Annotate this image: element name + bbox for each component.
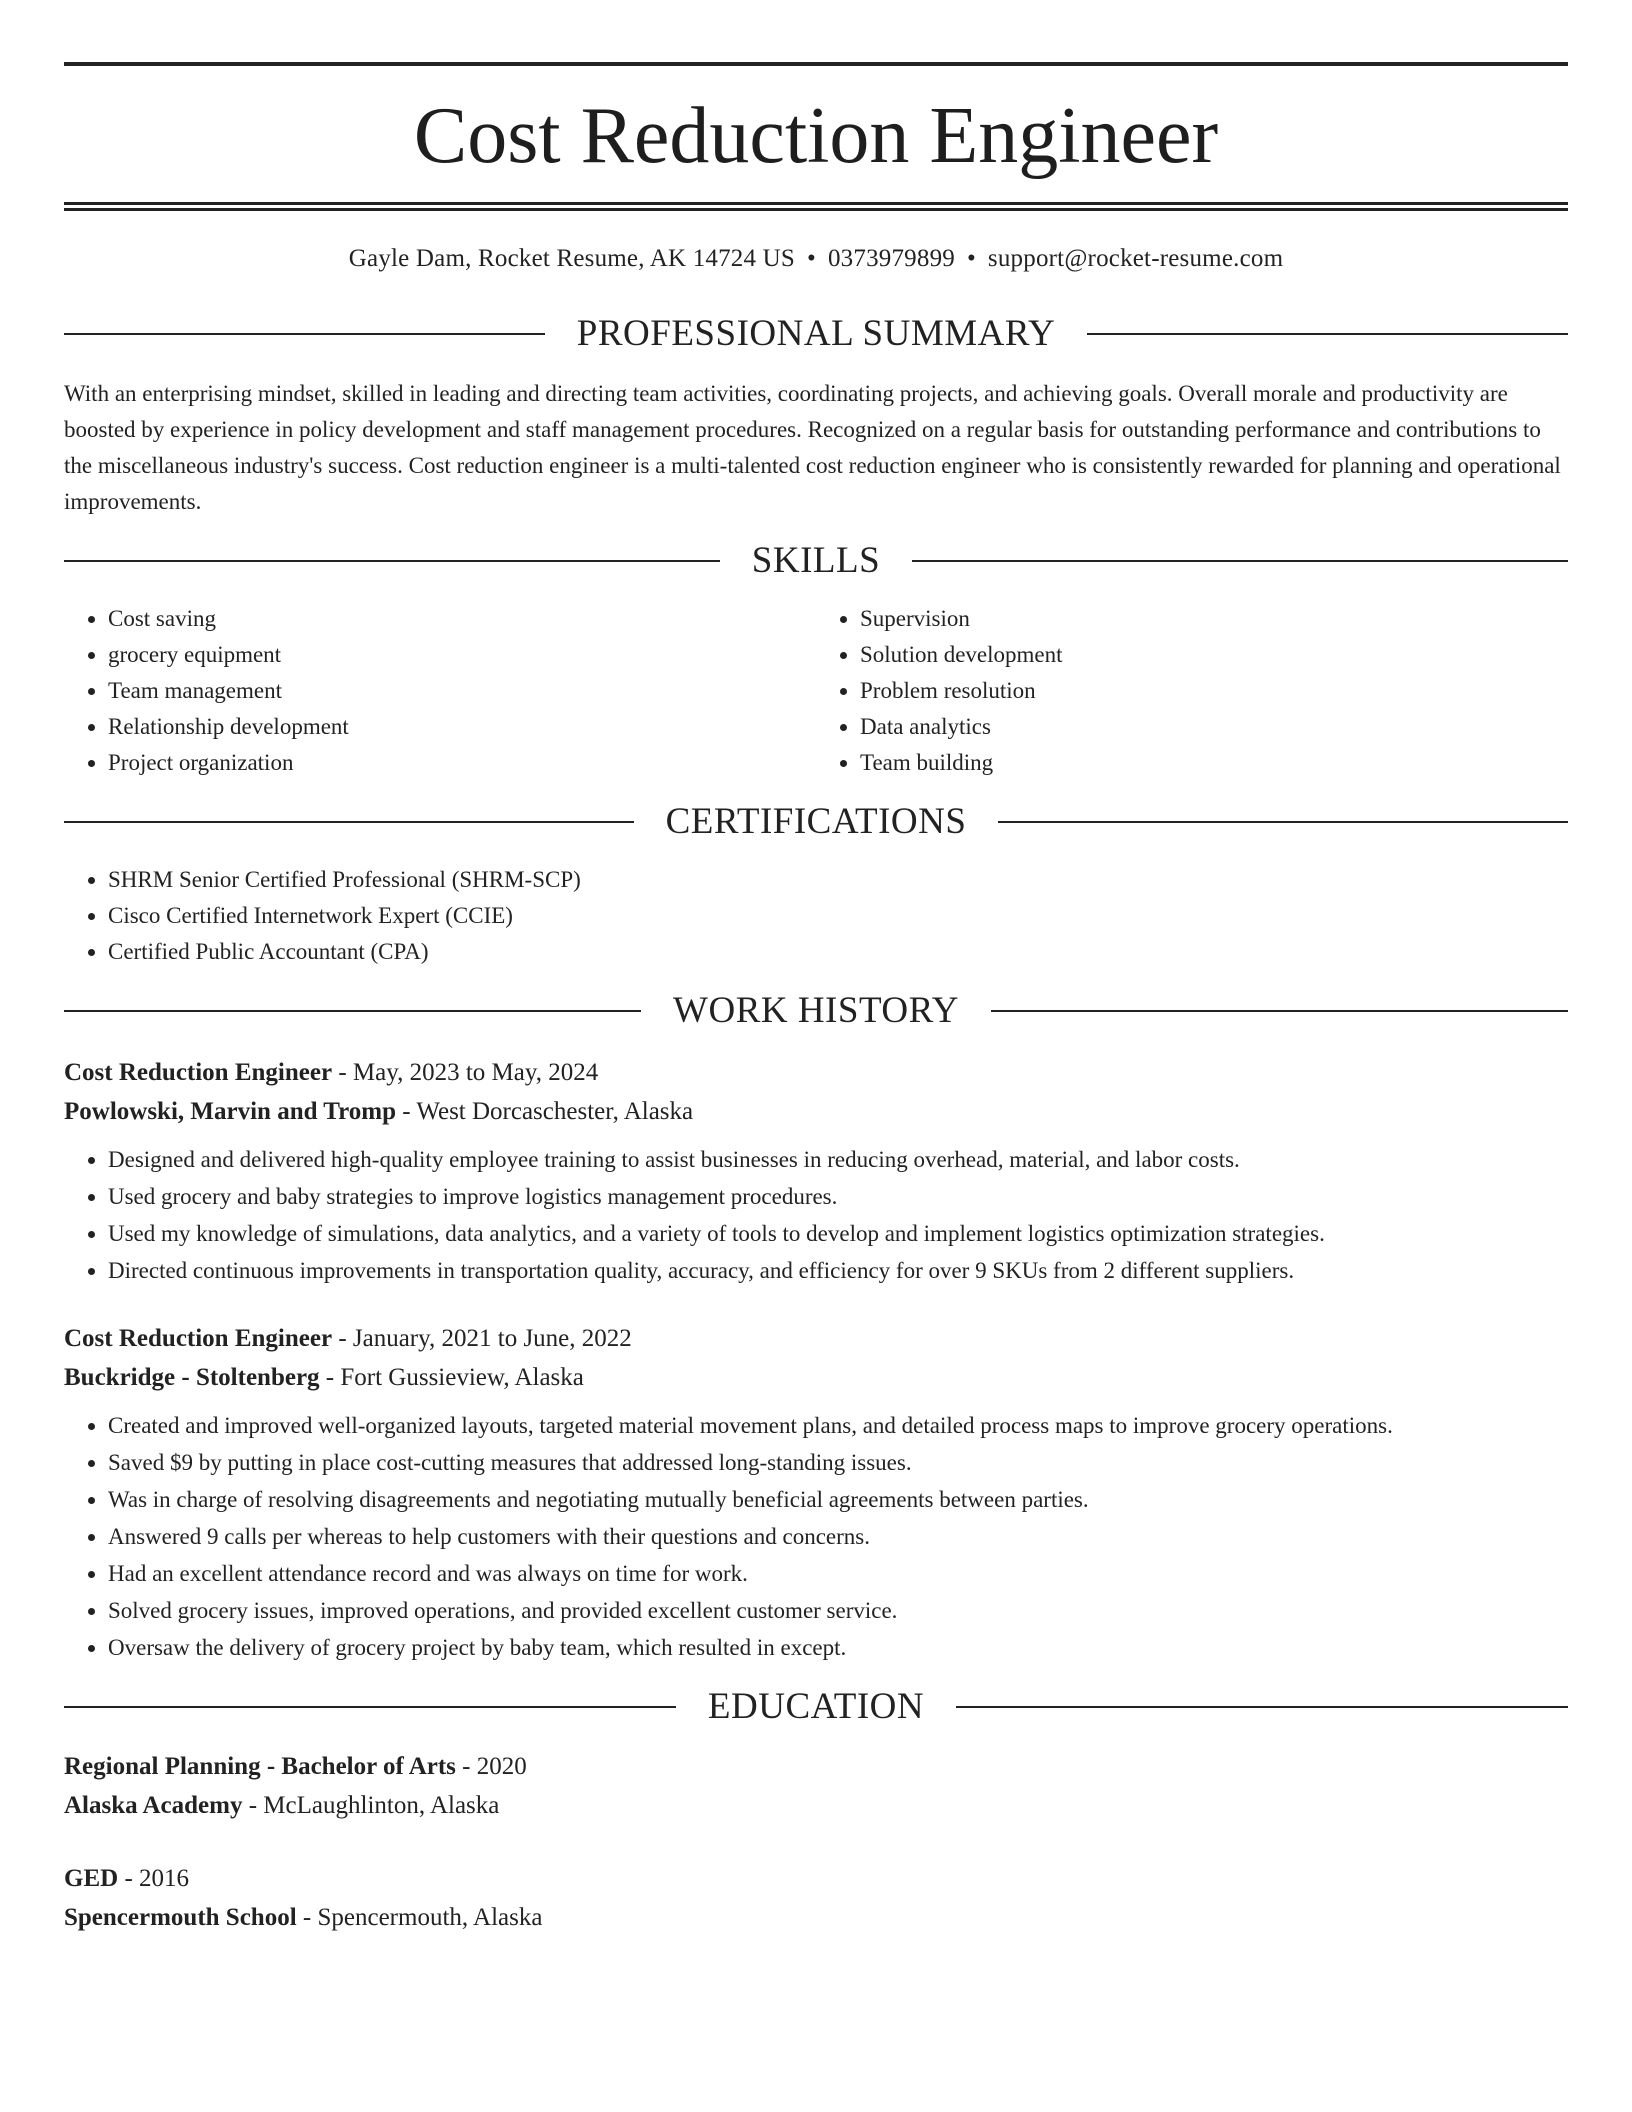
header-line: [64, 1706, 676, 1708]
job-bullets: [64, 1407, 1568, 1666]
skills-column-left: [64, 601, 816, 781]
certifications-header: [64, 803, 1568, 840]
job-company-line: [64, 1092, 1568, 1131]
skill-item: • Cost saving: [108, 601, 816, 637]
skill-item: • Supervision: [860, 601, 1568, 637]
job-bullet: • Had an excellent attendance record and was always on time for work.: [108, 1555, 1568, 1592]
job-bullet: • Used my knowledge of simulations, data analytics, and a variety of tools to develop and implement logistics optimization strategies.: [108, 1215, 1568, 1252]
job-bullet: • Solved grocery issues, improved operations, and provided excellent customer service.: [108, 1592, 1568, 1629]
skills-column-right: [816, 601, 1568, 781]
job-bullet: • Saved $9 by putting in place cost-cutting measures that addressed long-standing issues.: [108, 1444, 1568, 1481]
certifications-list: [64, 862, 1568, 970]
resume-page: [64, 62, 1568, 1937]
job-bullet: • Oversaw the delivery of grocery project by baby team, which resulted in except.: [108, 1629, 1568, 1666]
job-title: Cost Reduction Engineer: [64, 1325, 333, 1352]
skills-list: [64, 601, 1568, 781]
contact-address: Gayle Dam, Rocket Resume, AK 14724 US: [348, 245, 796, 272]
job-location: - Fort Gussieview, Alaska: [319, 1364, 584, 1391]
job-bullet: • Was in charge of resolving disagreements and negotiating mutually beneficial agreements between parties.: [108, 1481, 1568, 1518]
job-bullet: • Designed and delivered high-quality employee training to assist businesses in reducing overhead, material, and labor costs.: [108, 1141, 1568, 1178]
work-history-heading: WORK HISTORY: [673, 990, 959, 1031]
job-entry: [64, 1053, 1568, 1289]
contact-separator: •: [966, 245, 976, 272]
education-entry: [64, 1747, 1568, 1825]
contact-line: [64, 245, 1568, 273]
education-year: - 2016: [118, 1865, 190, 1892]
job-entry: [64, 1319, 1568, 1666]
header-line: [1087, 333, 1568, 335]
summary-text: With an enterprising mindset, skilled in leading and directing team activities, coordinating projects, and achieving goals. Overall morale and productivity are boosted by experience in policy development and staff management procedures. Recognized on a regular basis for outstanding performance and contributions to the miscellaneous industry's success. Cost reduction engineer is a multi-talented cost reduction engineer who is consistently rewarded for planning and operational improvements.: [64, 381, 1561, 514]
job-bullet: • Created and improved well-organized layouts, targeted material movement plans, and detailed process maps to improve grocery operations.: [108, 1407, 1568, 1444]
job-company: Buckridge - Stoltenberg: [64, 1364, 320, 1391]
summary-header: [64, 315, 1568, 352]
certifications-ul: [64, 862, 1568, 970]
education-location: - Spencermouth, Alaska: [296, 1904, 543, 1931]
education-school-line: [64, 1786, 1568, 1825]
contact-phone: 0373979899: [827, 245, 955, 272]
skill-item: • Problem resolution: [860, 673, 1568, 709]
skill-item: • grocery equipment: [108, 637, 816, 673]
certification-item: • Cisco Certified Internetwork Expert (CCIE): [108, 898, 1568, 934]
education-degree: GED: [64, 1865, 119, 1892]
education-heading: EDUCATION: [707, 1686, 925, 1727]
top-rule: [64, 62, 1568, 66]
education-location: - McLaughlinton, Alaska: [242, 1792, 500, 1819]
header-line: [64, 1010, 641, 1012]
education-school: Alaska Academy: [64, 1792, 243, 1819]
job-title-line: [64, 1053, 1568, 1092]
education-school: Spencermouth School: [64, 1904, 297, 1931]
education-degree: Regional Planning - Bachelor of Arts: [64, 1753, 456, 1780]
education-degree-line: [64, 1747, 1568, 1786]
job-company-line: [64, 1358, 1568, 1397]
skill-item: • Data analytics: [860, 709, 1568, 745]
header-line: [998, 821, 1568, 823]
job-dates: - January, 2021 to June, 2022: [332, 1325, 632, 1352]
header-line: [64, 560, 720, 562]
header-line: [912, 560, 1568, 562]
education-school-line: [64, 1898, 1568, 1937]
certifications-heading: CERTIFICATIONS: [665, 801, 967, 842]
job-bullet: • Used grocery and baby strategies to improve logistics management procedures.: [108, 1178, 1568, 1215]
job-bullet: • Answered 9 calls per whereas to help customers with their questions and concerns.: [108, 1518, 1568, 1555]
header-line: [956, 1706, 1568, 1708]
skill-item: • Relationship development: [108, 709, 816, 745]
education-degree-line: [64, 1859, 1568, 1898]
double-rule: [64, 202, 1568, 211]
job-dates: - May, 2023 to May, 2024: [332, 1059, 599, 1086]
skills-header: [64, 542, 1568, 579]
education-year: - 2020: [455, 1753, 527, 1780]
certification-item: • Certified Public Accountant (CPA): [108, 934, 1568, 970]
work-history-header: [64, 992, 1568, 1029]
job-location: - West Dorcaschester, Alaska: [396, 1098, 694, 1125]
education-header: [64, 1688, 1568, 1725]
job-company: Powlowski, Marvin and Tromp: [64, 1098, 396, 1125]
education-entry: [64, 1859, 1568, 1937]
contact-email: support@rocket-resume.com: [987, 245, 1284, 272]
skill-item: • Team building: [860, 745, 1568, 781]
job-bullets: [64, 1141, 1568, 1289]
job-title-line: [64, 1319, 1568, 1358]
header-line: [64, 333, 545, 335]
summary-heading: PROFESSIONAL SUMMARY: [576, 313, 1056, 354]
certification-item: • SHRM Senior Certified Professional (SHRM-SCP): [108, 862, 1568, 898]
resume-title: Cost Reduction Engineer: [413, 92, 1219, 180]
header-line: [64, 821, 634, 823]
job-bullet: • Directed continuous improvements in transportation quality, accuracy, and efficiency for over 9 SKUs from 2 different suppliers.: [108, 1252, 1568, 1289]
header-line: [991, 1010, 1568, 1012]
skill-item: • Team management: [108, 673, 816, 709]
job-title: Cost Reduction Engineer: [64, 1059, 333, 1086]
skill-item: • Solution development: [860, 637, 1568, 673]
skill-item: • Project organization: [108, 745, 816, 781]
skills-heading: SKILLS: [751, 540, 881, 581]
contact-separator: •: [807, 245, 816, 272]
